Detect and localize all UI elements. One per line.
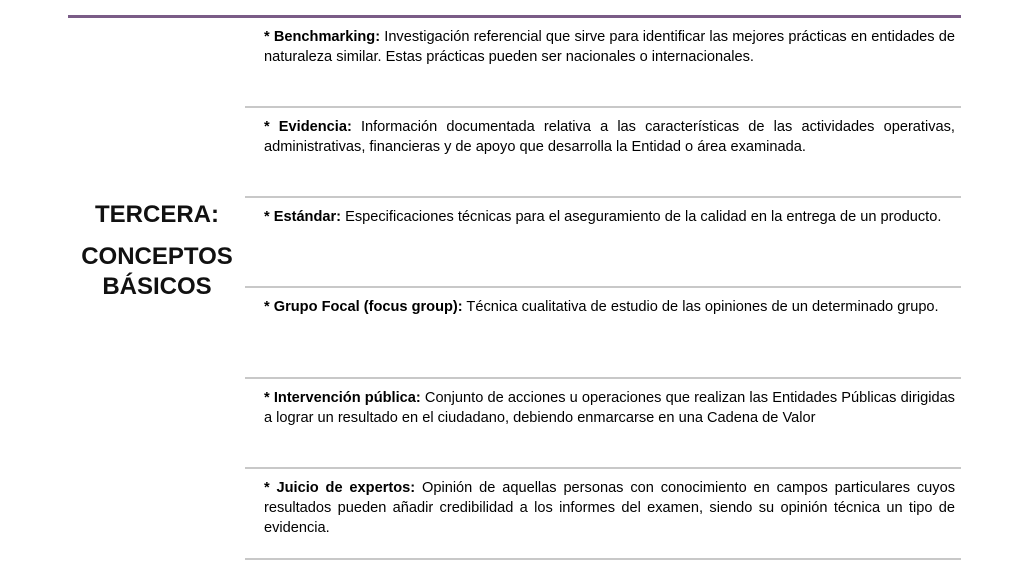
- definition-text: Conjunto de acciones u operaciones que realizan las Entidades Públicas dirigidas a lograr un resultado en el ciudadano, debiendo enmarcarse en una Cadena de Valor: [264, 390, 955, 426]
- definition-term: * Grupo Focal (focus group):: [264, 299, 463, 315]
- definition-term: * Estándar:: [264, 209, 342, 225]
- definition-term: * Evidencia:: [264, 119, 352, 135]
- definition-term: * Benchmarking:: [264, 29, 381, 45]
- definition-row-intervencion-publica: [245, 379, 961, 469]
- definition-row-juicio-expertos: [245, 469, 961, 560]
- definition-row-evidencia: [245, 108, 961, 198]
- section-title-line1: TERCERA:: [95, 201, 219, 228]
- definition-text: Especificaciones técnicas para el aseguramiento de la calidad en la entrega de un producto.: [341, 209, 942, 225]
- definitions-list: [245, 18, 961, 560]
- section-title-line2: CONCEPTOS BÁSICOS: [81, 243, 233, 300]
- definition-text: Investigación referencial que sirve para identificar las mejores prácticas en entidades de naturaleza similar. Estas prácticas pueden ser nacionales o internacionales.: [264, 29, 955, 65]
- definition-row-grupo-focal: [245, 288, 961, 379]
- definition-term: * Juicio de expertos:: [264, 480, 416, 496]
- definition-row-benchmarking: [245, 18, 961, 108]
- definition-text: Opinión de aquellas personas con conocimiento en campos particulares cuyos resultados pueden añadir credibilidad a los informes del examen, siendo su opinión técnica un tipo de evidencia.: [264, 480, 955, 536]
- definition-row-estandar: [245, 198, 961, 288]
- definition-term: * Intervención pública:: [264, 390, 421, 406]
- definition-text: Información documentada relativa a las características de las actividades operativas, administrativas, financieras y de apoyo que desarrolla la Entidad o área examinada.: [264, 119, 955, 155]
- section-title: [68, 200, 246, 302]
- definition-text: Técnica cualitativa de estudio de las opiniones de un determinado grupo.: [462, 299, 939, 315]
